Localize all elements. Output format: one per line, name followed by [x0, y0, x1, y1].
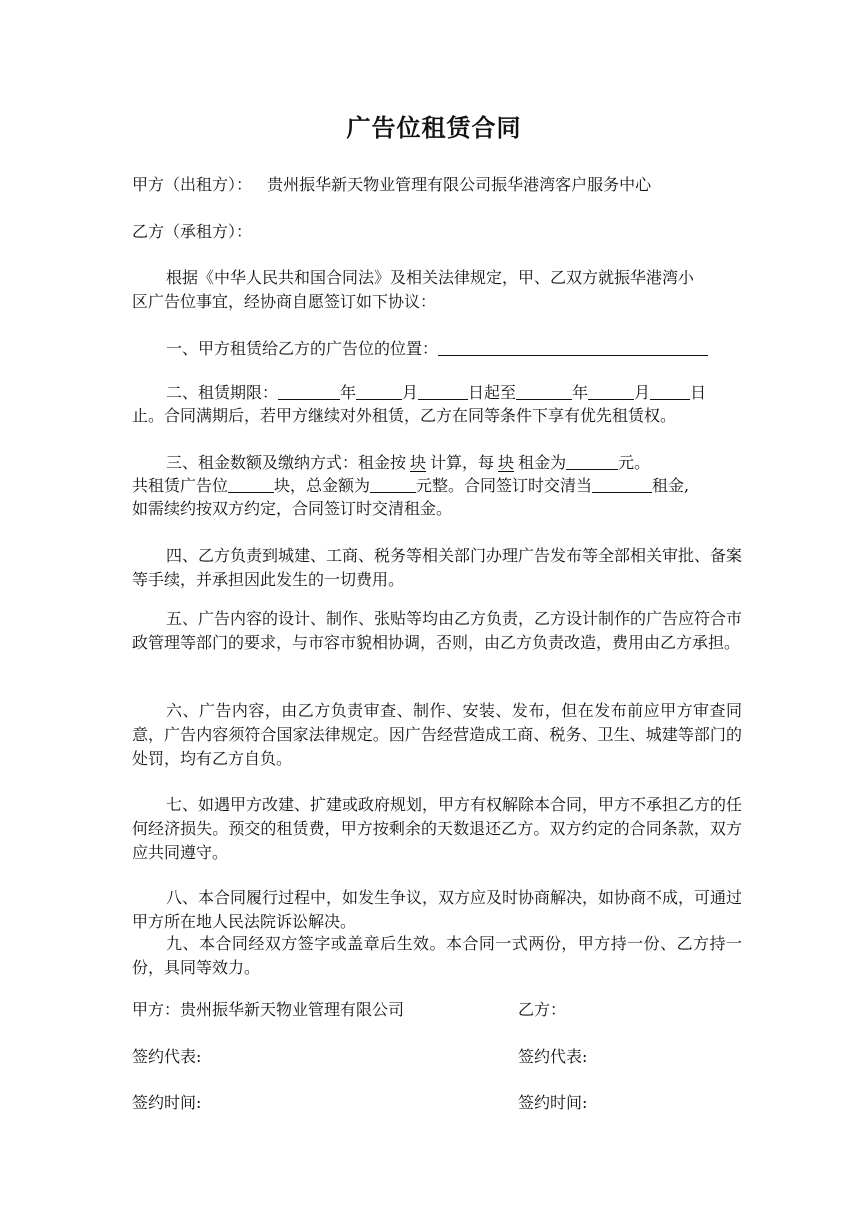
clause-5: 五、广告内容的设计、制作、张贴等均由乙方负责，乙方设计制作的广告应符合市政管理等部门的要求，与市容市貌相协调，否则，由乙方负责改造，费用由乙方承担。: [132, 609, 743, 652]
end-year-blank: [516, 381, 572, 400]
year-unit-2: 年: [572, 383, 589, 402]
party-a-label: 甲方（出租方）：: [132, 175, 253, 194]
clause-7: 七、如遇甲方改建、扩建或政府规划，甲方有权解除本合同，甲方不承担乙方的任何经济损失。预交的租赁费，甲方按剩余的天数退还乙方。双方约定的合同条款，双方应共同遵守。: [132, 795, 743, 862]
clause-3-line-3: 如需续约按双方约定，合同签订时交清租金。: [132, 499, 453, 518]
start-day-blank: [418, 381, 468, 400]
clause-3-text-b: 计算，每: [430, 453, 495, 472]
end-day-blank: [650, 381, 690, 400]
clause-2-line-2: 止。合同满期后，若甲方继续对外租赁，乙方在同等条件下享有优先租赁权。: [132, 406, 677, 425]
end-month-blank: [588, 381, 634, 400]
clause-3-text-h: 租金,: [652, 476, 690, 495]
intro-line-1: 根据《中华人民共和国合同法》及相关法律规定，甲、乙双方就振华港湾小: [166, 268, 695, 287]
start-year-blank: [278, 381, 340, 400]
clause-3-text-c: 租金为: [518, 453, 567, 472]
clause-8: 八、本合同履行过程中，如发生争议，双方应及时协商解决，如协商不成，可通过甲方所在地人民法院诉讼解决。: [132, 888, 743, 931]
sign-party-b: 乙方：: [518, 1000, 567, 1019]
sign-party-a: 甲方：贵州振华新天物业管理有限公司: [132, 1000, 405, 1019]
month-unit: 月: [402, 383, 419, 402]
clause-2-label: 二、租赁期限：: [166, 383, 279, 402]
sign-time-b: 签约时间:: [518, 1093, 588, 1112]
sign-time-a: 签约时间:: [132, 1093, 202, 1112]
clause-3-text-a: 三、租金数额及缴纳方式：租金按: [166, 453, 407, 472]
document-title: 广告位租赁合同: [346, 113, 522, 142]
start-text: 日起至: [468, 383, 517, 402]
clause-6: 六、广告内容，由乙方负责审查、制作、安装、发布，但在发布前应甲方审查同意，广告内容须符合国家法律规定。因广告经营造成工商、税务、卫生、城建等部门的处罚，均有乙方自负。: [132, 701, 742, 768]
rent-unit-1: 块: [410, 453, 427, 472]
rent-amount-blank: [566, 451, 618, 470]
clause-1: [166, 337, 708, 361]
clause-3-text-f: 块，总金额为: [274, 476, 371, 495]
month-unit-2: 月: [634, 383, 651, 402]
clause-9: 九、本合同经双方签字或盖章后生效。本合同一式两份，甲方持一份、乙方持一份，具同等效力。: [132, 934, 742, 977]
clause-3-line-2: [132, 474, 689, 498]
clause-1-text: 一、甲方租赁给乙方的广告位的位置：: [166, 339, 439, 358]
clause-2-line-1: [166, 381, 706, 405]
party-b-label: 乙方（承租方）：: [132, 222, 253, 241]
rent-unit-2: 块: [498, 453, 515, 472]
clause-3-text-g: 元整。合同签订时交清当: [416, 476, 593, 495]
count-blank: [228, 474, 274, 493]
total-blank: [370, 474, 416, 493]
year-unit: 年: [340, 383, 357, 402]
start-month-blank: [356, 381, 402, 400]
period-blank: [592, 474, 652, 493]
sign-rep-a: 签约代表:: [132, 1047, 202, 1066]
party-a-name: 贵州振华新天物业管理有限公司振华港湾客户服务中心: [267, 175, 652, 194]
clause-3-text-e: 共租赁广告位: [132, 476, 229, 495]
clause-4: 四、乙方负责到城建、工商、税务等相关部门办理广告发布等全部相关审批、备案等手续，并承担因此发生的一切费用。: [132, 546, 743, 589]
day-unit: 日: [690, 383, 707, 402]
sign-rep-b: 签约代表:: [518, 1047, 588, 1066]
clause-3-text-d: 元。: [618, 453, 651, 472]
clause-3-line-1: [166, 451, 650, 475]
party-a-line: [132, 173, 651, 197]
intro-line-2: 区广告位事宜，经协商自愿签订如下协议：: [132, 292, 437, 311]
location-blank: [438, 337, 708, 356]
